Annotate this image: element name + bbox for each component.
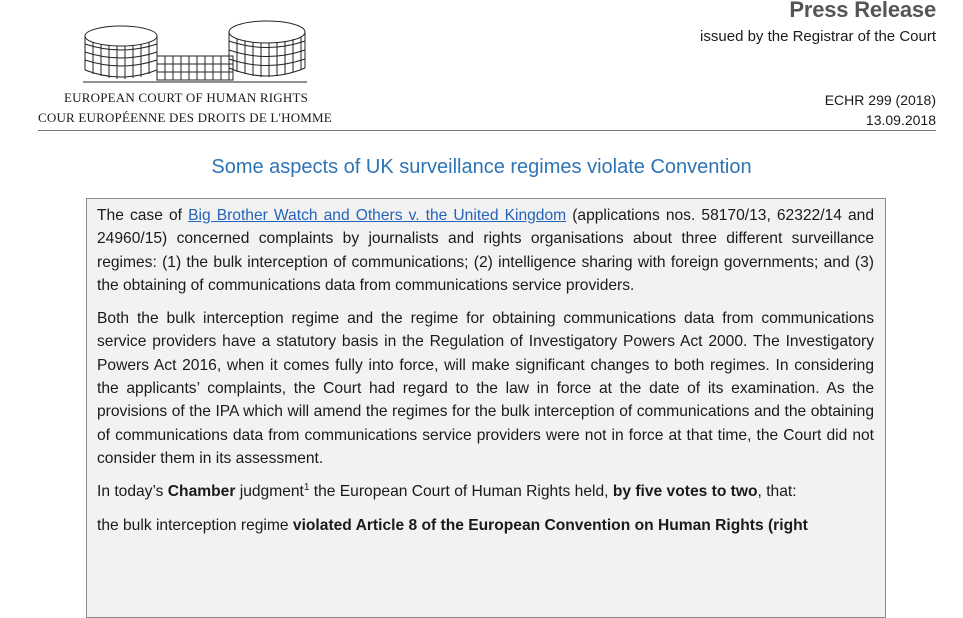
- header-divider: [38, 130, 936, 131]
- summary-paragraph-2: Both the bulk interception regime and the regime for obtaining communications data from communications service providers have a statutory basis in the Regulation of Investigatory Powers Act 2000. The Investigatory Powers Act 2016, when it comes fully into force, will make significant changes to both regimes. In considering the applicants’ complaints, the Court had regard to the law in force at the date of its examination. As the provisions of the IPA which will amend the regimes for the bulk interception of communications and the obtaining of communications data from communications service providers were not in force at that time, the Court did not consider them in its assessment.: [97, 310, 874, 467]
- p4-text-1: the bulk interception regime: [97, 516, 293, 534]
- press-release-heading: Press Release: [789, 0, 936, 22]
- reference-number: ECHR 299 (2018): [824, 92, 936, 108]
- summary-paragraph-4: [97, 514, 874, 537]
- summary-paragraph-1: [97, 204, 874, 297]
- summary-paragraph-3: [97, 480, 874, 503]
- page-title: Some aspects of UK surveillance regimes violate Convention: [211, 156, 752, 178]
- issued-by-line: issued by the Registrar of the Court: [700, 28, 936, 45]
- chamber-bold: Chamber: [167, 483, 236, 501]
- court-building-logo: [83, 8, 307, 88]
- p3-text-4: , that:: [757, 483, 797, 501]
- p3-text-3: the European Court of Human Rights held,: [309, 483, 613, 501]
- court-name-english: EUROPEAN COURT OF HUMAN RIGHTS: [64, 90, 309, 105]
- court-name-french: COUR EUROPÉENNE DES DROITS DE L'HOMME: [38, 110, 332, 125]
- summary-content: [97, 204, 874, 547]
- release-date: 13.09.2018: [865, 112, 936, 128]
- p1-rest-text: (applications nos. 58170/13, 62322/14 and 24960/15) concerned complaints by journalists and rights organisations about three different surveillance regimes: (1) the bulk interception of communications; (2) intelligence sharing with foreign governments; and (3) the obtaining of communications data from communications service providers.: [97, 207, 874, 294]
- p1-intro-text: The case of: [97, 207, 189, 224]
- footnote-marker[interactable]: 1: [303, 482, 310, 494]
- case-link[interactable]: Big Brother Watch and Others v. the United Kingdom: [188, 207, 567, 224]
- violation-bold: violated Article 8 of the European Convention on Human Rights (right: [292, 516, 808, 534]
- votes-bold: by five votes to two: [612, 483, 758, 501]
- p3-text-1: In today’s: [97, 483, 168, 501]
- p3-text-2: judgment: [235, 483, 304, 501]
